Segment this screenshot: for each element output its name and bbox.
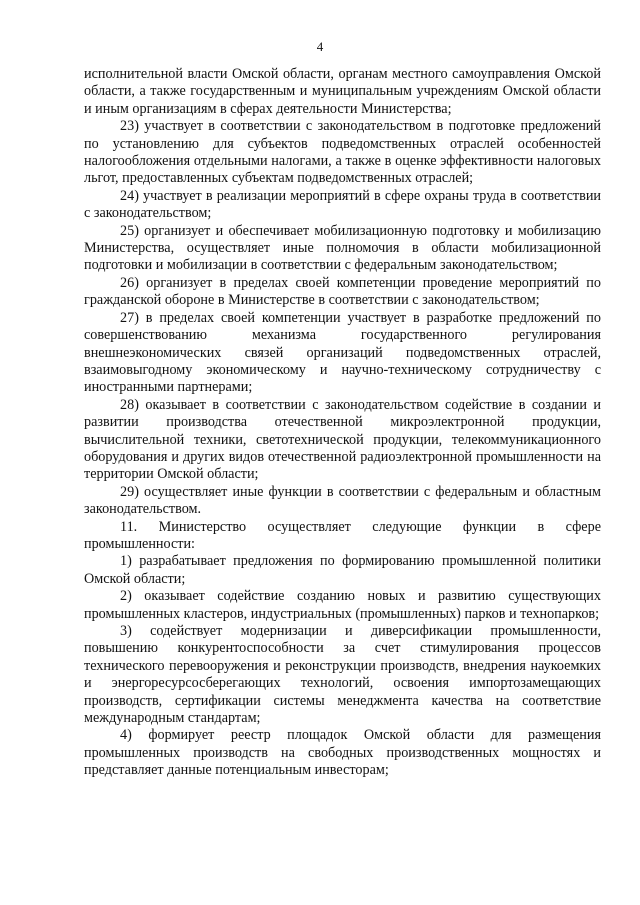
paragraph-section-11: 11. Министерство осуществляет следующие функции в сфере промышленности: [84,518,601,552]
paragraph-section-11-item-1: 1) разрабатывает предложения по формированию промышленной политики Омской области; [84,553,601,587]
paragraph-section-11-item-3: 3) содействует модернизации и диверсификации промышленности, повышению конкурентоспособности за счет стимулирования процессов технического перевооружения и реконструкции производств, внедрения наукоемких и энергоресурсосберегающих технологий, освоения импортозамещающих производств, сертификации системы менеджмента качества на соответствие международным стандартам; [84,623,601,727]
paragraph-item-29: 29) осуществляет иные функции в соответствии с федеральным и областным законодательством. [84,483,601,518]
paragraph-continuation: исполнительной власти Омской области, органам местного самоуправления Омской области, а также государственным и муниципальным учреждениям Омской области и иным организациям в сферах деятельности Министерства; [84,66,601,117]
paragraph-section-11-item-2: 2) оказывает содействие созданию новых и развитию существующих промышленных кластеров, индустриальных (промышленных) парков и технопарков; [84,588,601,622]
paragraph-item-28: 28) оказывает в соответствии с законодательством содействие в создании и развитии производства отечественной микроэлектронной продукции, вычислительной техники, светотехнической продукции, телекоммуникационного оборудования и других видов отечественной радиоэлектронной промышленности на территории Омской области; [84,396,601,483]
paragraph-section-11-item-4: 4) формирует реестр площадок Омской области для размещения промышленных производств на свободных производственных мощностях и представляет данные потенциальным инвесторам; [84,727,601,779]
paragraph-item-24: 24) участвует в реализации мероприятий в сфере охраны труда в соответствии с законодательством; [84,187,601,222]
paragraph-item-23: 23) участвует в соответствии с законодательством в подготовке предложений по установлению для субъектов подведомственных отраслей особенностей налогообложения отдельными налогами, а также в оценке эффективности налоговых льгот, предоставленных субъектам подведомственных отраслей; [84,118,601,187]
page-number: 4 [316,39,324,54]
paragraph-item-25: 25) организует и обеспечивает мобилизационную подготовку и мобилизацию Министерства, осуществляет иные полномочия в области мобилизационной подготовки и мобилизации в соответствии с федеральным законодательством; [84,222,601,274]
paragraph-item-26: 26) организует в пределах своей компетенции проведение мероприятий по гражданской обороне в Министерстве в соответствии с законодательством; [84,274,601,309]
document-body [84,66,601,780]
paragraph-item-27: 27) в пределах своей компетенции участвует в разработке предложений по совершенствованию механизма государственного регулирования внешнеэкономических связей организаций подведомственных отраслей, взаимовыгодному экономическому и научно-техническому сотрудничеству с иностранными партнерами; [84,309,601,396]
